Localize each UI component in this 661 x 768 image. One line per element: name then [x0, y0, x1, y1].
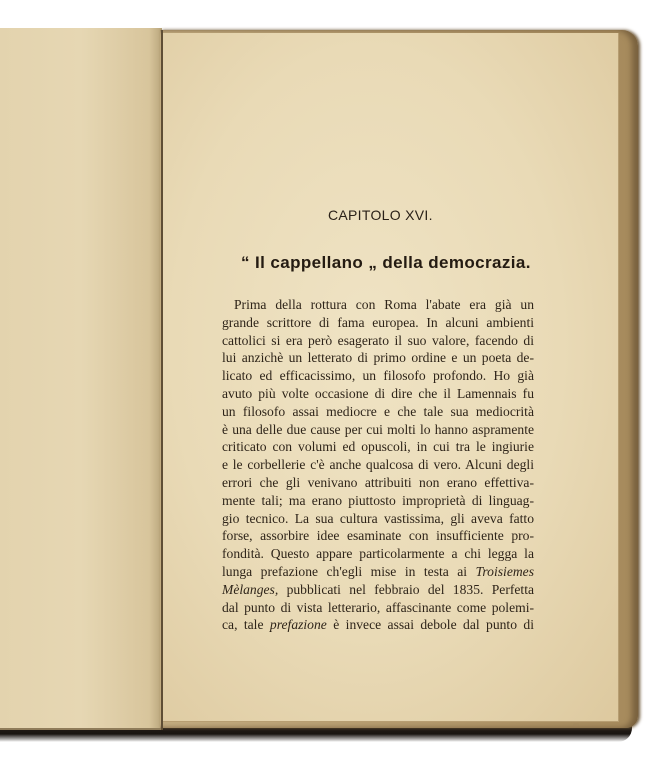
chapter-heading: CAPITOLO XVI.	[328, 207, 433, 223]
text-line: forse, assorbire idee esaminate con insufficiente pro-	[222, 528, 534, 544]
text-line: fondità. Questo appare particolarmente a chi legga la	[222, 546, 534, 562]
text-line: gio tecnico. La sua cultura vastissima, gli aveva fatto	[222, 510, 534, 526]
text-line: lui anzichè un letterato di primo ordine e un poeta de-	[222, 350, 534, 366]
text-line	[222, 581, 534, 599]
italic-word-run: prefazione	[269, 617, 327, 633]
text-line: Prima della rottura con Roma l'abate era già un	[234, 297, 534, 312]
text-line	[222, 616, 534, 634]
text-line	[222, 563, 534, 581]
text-line: cattolici si era però esagerato il suo valore, facendo di	[222, 332, 534, 348]
book-spine-gutter	[161, 30, 163, 730]
paper-stain	[573, 723, 579, 727]
chapter-title: “ Il cappellano „ della democrazia.	[241, 253, 531, 272]
text-line: errori che gli venivano attribuiti non erano effettiva-	[222, 474, 534, 490]
text-line: grande scrittore di fama europea. In alcuni ambienti	[222, 314, 534, 330]
italic-title-run: Troisiemes	[475, 563, 534, 579]
text-run: ca, tale	[222, 617, 270, 633]
text-line: criticato con volumi ed opuscoli, in cui tra le ingiurie	[222, 439, 534, 455]
text-run: è invece assai debole dal punto di	[326, 617, 534, 633]
text-line: mente tali; ma erano piuttosto improprietà di linguag-	[222, 492, 534, 508]
italic-title-run: Mèlanges,	[222, 581, 279, 597]
text-line: dal punto di vista letterario, affascinante come polemi-	[222, 599, 534, 615]
text-line: avuto più volte occasione di dire che il Lamennais fu	[222, 385, 534, 401]
text-run: lunga prefazione ch'egli mise in testa ai	[222, 563, 476, 579]
text-line: è una delle due cause per cui molti lo hanno aspramente	[222, 421, 534, 437]
text-line: e le corbellerie c'è anche qualcosa di vero. Alcuni degli	[222, 457, 534, 473]
chapter-body-paragraph	[222, 296, 534, 634]
text-line: licato ed efficacissimo, un filosofo profondo. Ho già	[222, 368, 534, 384]
left-page	[0, 28, 162, 730]
text-run: pubblicati nel febbraio del 1835. Perfetta	[278, 581, 534, 597]
text-line: un filosofo assai mediocre e che tale sua mediocrità	[222, 403, 534, 419]
